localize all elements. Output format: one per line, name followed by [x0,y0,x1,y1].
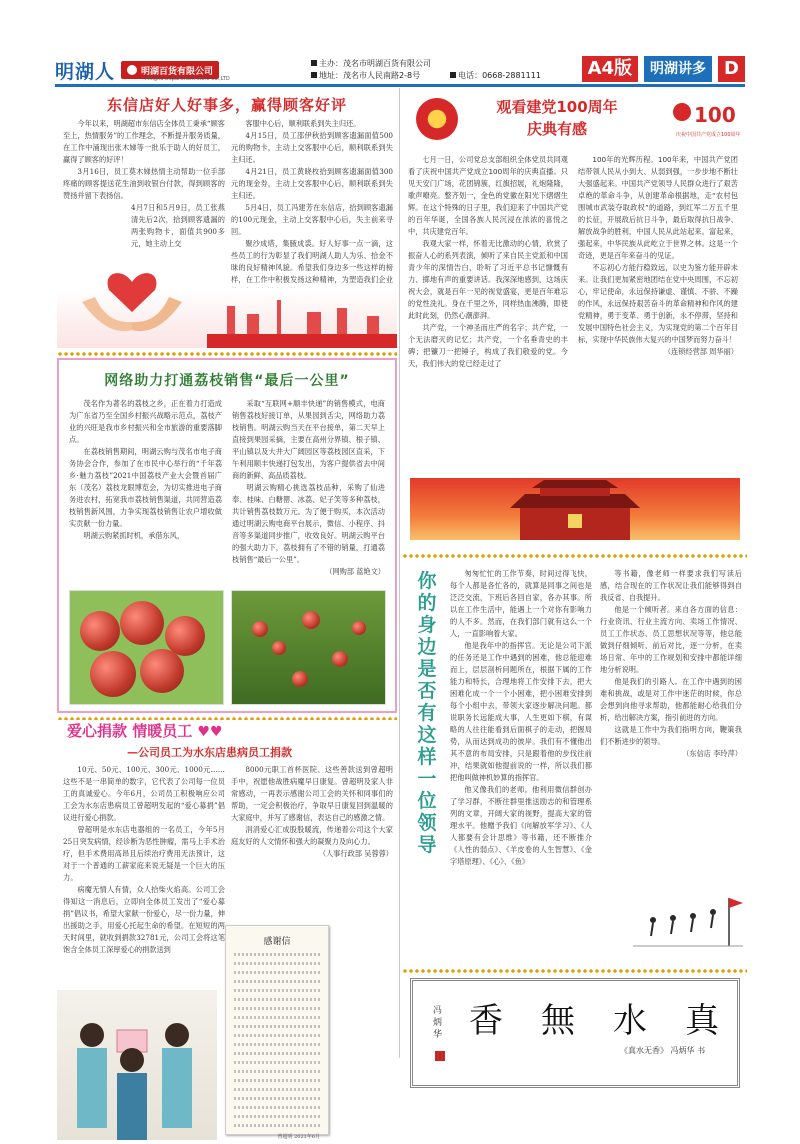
letter-line [234,1061,320,1064]
hands-heart-icon [77,242,187,342]
article-title: 东信店好人好事多，赢得顾客好评 [106,96,347,114]
centenary-logo-icon [670,96,740,144]
paragraph: 七月一日，公司党总支部组织全体党员共同观看了庆祝中国共产党成立100周年的庆典直播。只见天安门广场，花团锦簇，红旗招展，礼炮隆隆，歌声嘹亮。整齐划一，金色的党徽在阳光下熠熠生辉。在这个特殊的日子里，我们迎来了中国共产党的百年华诞，全国各族人民沉浸在浓浓的喜悦之中，共庆建党百年。 [408,155,568,236]
paragraph: 茂名作为著名的荔枝之乡，正在着力打造成为广东省乃至全国乡村振兴战略示范点，荔枝产业的兴旺是我市乡村振兴和全市旅游的重要落脚点。 [69,399,222,444]
paragraph: 4月15日，员工邵伊秋拾到顾客遗漏面值500元的购物卡，主动上交客服中心后，顺利联系到失主归还。 [231,131,393,164]
phone-line [450,70,541,82]
skyline [207,300,397,348]
letter-line [234,1025,320,1028]
paragraph: 他是我们的引路人。在工作中遇到的困难和挑战，或是对工作中迷茫的时候，你总会想到向他寻求帮助，他都能耐心给我们分析，给出解决方案，指引前进的方向。 [600,677,742,722]
title-char: 样 [417,746,437,768]
letter-line [234,1034,320,1037]
paragraph: 明湖云购精心挑选荔枝品种，采购了仙进奉、桂味、白糖罂、冰荔、妃子笑等多种荔枝，共计销售荔枝数万元。为了便于购买，本次活动通过明湖云购电商平台展示，微信、小程序、抖音等多渠道同步推广，收效良好。明湖云购平台的强大助力下，荔枝拥有了不错的销量，打通荔枝销售“最后一公里”。 [232,483,385,564]
paragraph: 100年的光辉历程。100年来，中国共产党团结带领人民从小到大、从弱到强，一步步地不断壮大强盛起来。中国共产党领导人民群众进行了艰苦卓绝的革命斗争，从创建革命根据地，走“农村包围城市武装夺取政权”的道路，到红军二万五千里的长征，开展敌后抗日斗争，最后取得抗日战争、解放战争的胜利，中国人民从此站起来。富起来，强起来，中华民族从此屹立于世界之林。这是一个奇迹，更是百年来奋斗的见证。 [578,155,738,260]
article-col-1 [450,568,592,868]
article-col-2 [231,118,393,310]
bullet-icon [450,72,456,78]
paragraph: 4月7日和5月9日，员工张燕清先后2次，拾到顾客遗漏的两张购物卡，面值共900多元，她主动上交 [131,203,225,248]
title-char: 导 [417,834,437,856]
lychee-fruit [332,651,348,667]
column-divider [399,88,400,1058]
paragraph: 曾超明是水东店电器组的一名员工，今年5月25日突发病情，经诊断为恶性肿瘤，需马上手术治疗，但手术费用高昂且后续治疗费用无法预计，这对于一个普通的工薪家庭来说无疑是一个巨大的压力。 [63,825,225,882]
paragraph: 采取“互联网+顺丰快递”的销售模式，电商销售荔枝好接订单，从果园到舌尖，网络助力荔枝销售。明湖云购当天在平台接单，第二天早上直接到果园采摘，主要在高州分界镇、根子镇、平山镇以及大井大广阔园区等荔枝园区直采，下午利用顺丰快递打包发出，为客户提供省去中间商的新鲜、高品质荔枝。 [232,399,385,480]
paragraph: 他是一个倾听者。来自各方面的信息：行业资讯、行业主流方向、卖场工作情况、员工工作状态、员工思想状况等等，他总能做到仔细倾听、前后对比，逐一分析，在卖场日常、年中的工作规划和安排中都能详细地分析说明。 [600,605,742,674]
article-body [408,154,741,370]
lychee-fruit [292,671,308,687]
letter-line [234,962,320,965]
bullet-icon [311,72,317,78]
paragraph: 4月21日，员工黄晓枚拾到顾客遗漏面值300元的现金券，主动上交客服中心后，顺利联系到失主归还。 [231,167,393,200]
letter-line [234,971,320,974]
address-line [311,70,420,82]
article-signature: （人事行政部 吴蓉蓉） [318,849,393,858]
letter-line [234,1097,320,1100]
calligraphy-artwork [410,978,740,1088]
paragraph: 明湖云购紧抓时机，承借东风， [83,531,185,540]
title-char: 一 [417,768,437,790]
paragraph: 不忘初心方能行稳致远，以史为鉴方能开辟未来。让我们更加紧密地团结在党中央周围，不忘初心，牢记使命，永远保持谦虚、谨慎、不骄、不躁的作风，永远保持艰苦奋斗的革命精神和作风的建党精神，勇于变革、勇于创新，永不停滞，坚持和发展中国特色社会主义，为实现党的第二个百年目标，实现中华民族伟大复兴的中国梦而努力奋斗！ [578,263,738,344]
paragraph: 我观大家一样，怀着无比激动的心情，欣赏了振奋人心的系列表演，倾听了来自民主党派和中国青少年的深情告白，聆听了习近平总书记慷慨有力、掷地有声的重要讲话。我深深地感到，这场庆祝大会，就是百年一见的视觉盛宴，更是百年难忘的党性洗礼。身在千里之外，同样热血沸腾，即使此时此刻，仍然心潮澎湃。 [408,239,568,320]
party-emblem-icon [416,98,458,140]
letter-line [234,980,320,983]
article-col-1 [408,154,568,370]
article-body [450,568,743,868]
paragraph: 匆匆忙忙的工作节奏，时间过得飞快，每个人都是各忙各的，就算是同事之间也是泛泛交流，下班后各回自家，各办其事。所以在工作生活中，能遇上一个对你有影响力的人不多。然而，在我们部门就有这么一个人，一直影响着大家。 [450,569,592,638]
letter-line [234,1079,320,1082]
svg-text:100: 100 [694,103,736,127]
calligraphy-char: 香 [469,1001,503,1041]
article-col-1 [69,398,222,578]
letter-line [234,1043,320,1046]
lychee-fruit [140,649,184,693]
dotted-divider [402,553,747,559]
building-shape [247,314,259,334]
centenary-logo-caption: 庆祝中国共产党成立100周年 [676,132,741,138]
letter-line [234,1007,320,1010]
title-char: 身 [417,614,437,636]
title-char: 你 [417,570,437,592]
article-leader [402,560,747,960]
article-lychee-sales [57,358,397,713]
header-info [311,58,541,82]
edition-box [582,55,745,83]
section-letter: D [718,56,745,82]
tiananmen-illustration [410,478,740,540]
building-shape [227,306,235,334]
article-title-text: 爱心捐款 情暖员工 [67,722,193,740]
paragraph: 今年以来，明湖超市东信店全体员工秉承“顾客至上，热情服务”的工作理念，不断提升服务质量，在工作中涌现出张木娣等一批乐于助人的好员工，赢得了顾客的好评！ [63,119,225,164]
lychee-fruit [302,611,320,629]
article-col-2 [232,398,385,578]
building-shape [337,308,347,334]
letter-line [234,989,320,992]
logo-icon [127,65,137,75]
paragraph: 病魔无情人有情，众人拾柴火焰高。公司工会得知这一消息后，立即向全体员工发出了“爱心募捐”倡议书，希望大家献一份爱心，尽一份力量，伸出援助之手，用爱心托起生命的希望。在短短的两天时间里，就收到捐款32781元，公司工会将这笔饱含全体员工深厚爱心的捐款送到 [63,885,225,954]
paragraph: 5月4日，员工冯建芳在东信店，拾到顾客遗漏的100元现金，主动上交客服中心后，失主前来寻回。 [231,203,393,236]
lychee-orchard-photo [231,590,386,705]
address-row [311,70,541,82]
lychee-fruit [80,611,120,651]
paragraph: 他又像我们的老师。他利用微信群创办了学习群，不断往群里推送励志的和管理系列的文章，开阔大家的视野，提高大家的管理水平。他赠予我们《向解放军学习》、《人人都要有会计思维》等书籍，还不断推介《人性的弱点》、《羊皮卷的人生智慧》、《金字塔原理》、《心》、《鱼》 [450,785,592,866]
article-col-2 [578,154,738,370]
lychee-fruit [120,601,164,645]
title-char: 位 [417,790,437,812]
paragraph: 等书籍，像老师一样要求我们写读后感，结合现在的工作状况让我们能够得到自我反省、自我提升。 [600,569,742,602]
title-char: 否 [417,680,437,702]
lychee-photo [69,590,224,705]
paragraph: 在荔枝销售期间，明湖云购与茂名市电子商务协会合作，参加了在市民中心举行的“千年荔乡·魅力荔枝”2021中国荔枝产业大会暨首届广东（茂名）荔枝龙眼博览会，为切实推进电子商务进农村，拓宽我市荔枝销售渠道，共同营造荔枝销售新风围，力争实现荔枝销售让农户增收做实贡献一份力量。 [69,447,222,528]
thank-you-letter [225,925,329,1140]
article-donation [57,720,397,1140]
letter-title: 感谢信 [263,937,291,947]
dotted-divider [57,351,397,357]
lychee-fruit [252,621,268,637]
paragraph: 涓涓爱心汇成股股暖流，传递着公司这个大家庭友好的人文情怀和强大的凝聚力及向心力。 [231,825,393,846]
letter-line [234,953,320,956]
article-body [69,398,385,578]
title-char: 领 [417,812,437,834]
calligraphy-char: 無 [541,1001,575,1041]
letter-line [234,1088,320,1091]
address-text: 地址：茂名市人民南路2-8号 [319,71,421,80]
article-signature: （东信店 李玲萍） [682,749,742,758]
letter-line [234,998,320,1001]
tiananmen-gate-icon [410,478,740,540]
article-col-1 [63,764,225,956]
staff-figures-icon [57,990,217,1140]
title-char: 边 [417,636,437,658]
letter-line [234,1070,320,1073]
paragraph: 10元、50元、100元、300元、1000元……这些不是一串简单的数字，它代表了公司每一位员工的真诚爱心。今年6月，公司员工积极响应公司工会为水东店患病员工曾超明发起的“爱心募捐”倡议进行爱心捐款。 [63,765,225,822]
letter-line [234,1124,320,1127]
paragraph: 3月16日，员工莫木娣热情主动帮助一位手部疼痛的顾客提送花生油到收银台付款，得到顾客的赞扬并留下表扬信。 [63,167,225,200]
sponsor-line [311,58,541,70]
company-english: Minghu Department store Co.,LTD [145,76,230,82]
calligraphy-char: 真 [685,1001,719,1041]
title-char: 有 [417,702,437,724]
article-signature: （连锁经营部 周华丽） [663,347,738,356]
paragraph: 共产党，一个神圣而庄严的名字；共产党，一个无法磨灭的记忆；共产党，一个名垂青史的丰碑；把镰刀一把锤子，构成了我们敬爱的党。今天，我们伟大的党已经走过了 [408,323,568,368]
calligraphy-characters [469,993,719,1042]
paragraph: 客服中心后，顺利联系到失主归还。 [245,119,361,128]
article-col-2 [600,568,742,868]
letter-line [234,1016,320,1019]
heart-icon: ♥♥ [197,724,223,740]
building-shape [307,312,321,334]
runners-flag-icon [633,890,743,950]
paragraph: 8000元职工首杯医院、这些善款送到曾超明手中，祝愿他战胜病魔早日康复。曾超明及家人非常感动，一再表示感谢公司工会的关怀和同事们的帮助，一定会积极治疗，争取早日康复回到温暖的大家庭中，并写了感谢信，表达自己的感激之情。 [231,765,393,822]
article-good-deeds [57,88,397,348]
tower-shape [277,300,281,334]
letter-signature: 曾超明 2021年6月 [277,1134,320,1140]
lychee-fruit [90,651,136,697]
article-title: 网络助力打通荔枝销售“最后一公里” [104,373,350,389]
title-line-1: 观看建党100周年 [496,98,618,116]
sponsor-text: 主办：茂名市明湖百货有限公司 [319,59,431,68]
masthead-title: 明湖人 [55,60,116,83]
company-logo-text: 明湖百货有限公司 [141,66,214,77]
article-signature: （网购部 蓝艳文） [325,567,385,576]
phone-text: 电话：0668-2881111 [458,71,541,80]
title-char: 这 [417,724,437,746]
bullet-icon [311,60,317,66]
staff-photo [57,990,217,1140]
paragraph: 他是我年中的指挥官。无论是公司下派的任务还是工作中遇到的困难，他总能迎难而上，层层剖析问题所在，根据下属的工作能力和特长，合理地将工作安排下去，把大困难化成一个一个小困难，把小困难安排到每个小组中去，带领大家逐步解决问题。都说职务长远能成大事，人生更如下棋，有谋略的人往往能看到后面棋子的走动，把握局势，从而达到成功的彼岸。我们有不懂他出其不意的布局安排，只是跟着他的步伐往前冲，结果就如他提前说的一样，所以我们都把他叫做神机妙算的指挥官。 [450,641,592,782]
red-seal-icon [435,1051,445,1061]
paragraph: 聚沙成塔，集腋成裘。好人好事一点一滴，这些员工的行为彰显了我们明湖人助人为乐、拾金不昧的良好精神风貌。希望我们身边多一些这样的榜样，在工作中积极发扬这种精神，为塑造我们企业 [231,239,393,284]
letter-line [234,1106,320,1109]
building-shape [367,316,379,334]
letter-line [234,1052,320,1055]
edition-number: A4版 [582,56,638,82]
calligraphy-caption: 《真水无香》 冯炳华 书 [620,1046,706,1055]
article-title-vertical [410,570,444,856]
title-char: 的 [417,592,437,614]
letter-line [234,1115,320,1118]
lychee-fruit [352,621,366,635]
article-subtitle: —公司员工为水东店患病员工捐款 [127,746,292,759]
article-title [67,720,223,741]
article-title [462,96,652,140]
title-char: 是 [417,658,437,680]
dotted-divider [402,968,747,974]
paragraph: 这就是工作中为我们指明方向，鞭策我们不断进步的领导。 [600,725,742,746]
section-title: 明湖讲多 [644,56,712,82]
calligraphy-char: 水 [613,1001,647,1041]
title-line-2: 庆典有感 [526,120,587,138]
page-header [55,55,745,87]
lychee-fruit [272,641,286,655]
calligraphy-signature: 冯炳华 [433,1006,443,1040]
article-party-anniversary [402,88,747,548]
